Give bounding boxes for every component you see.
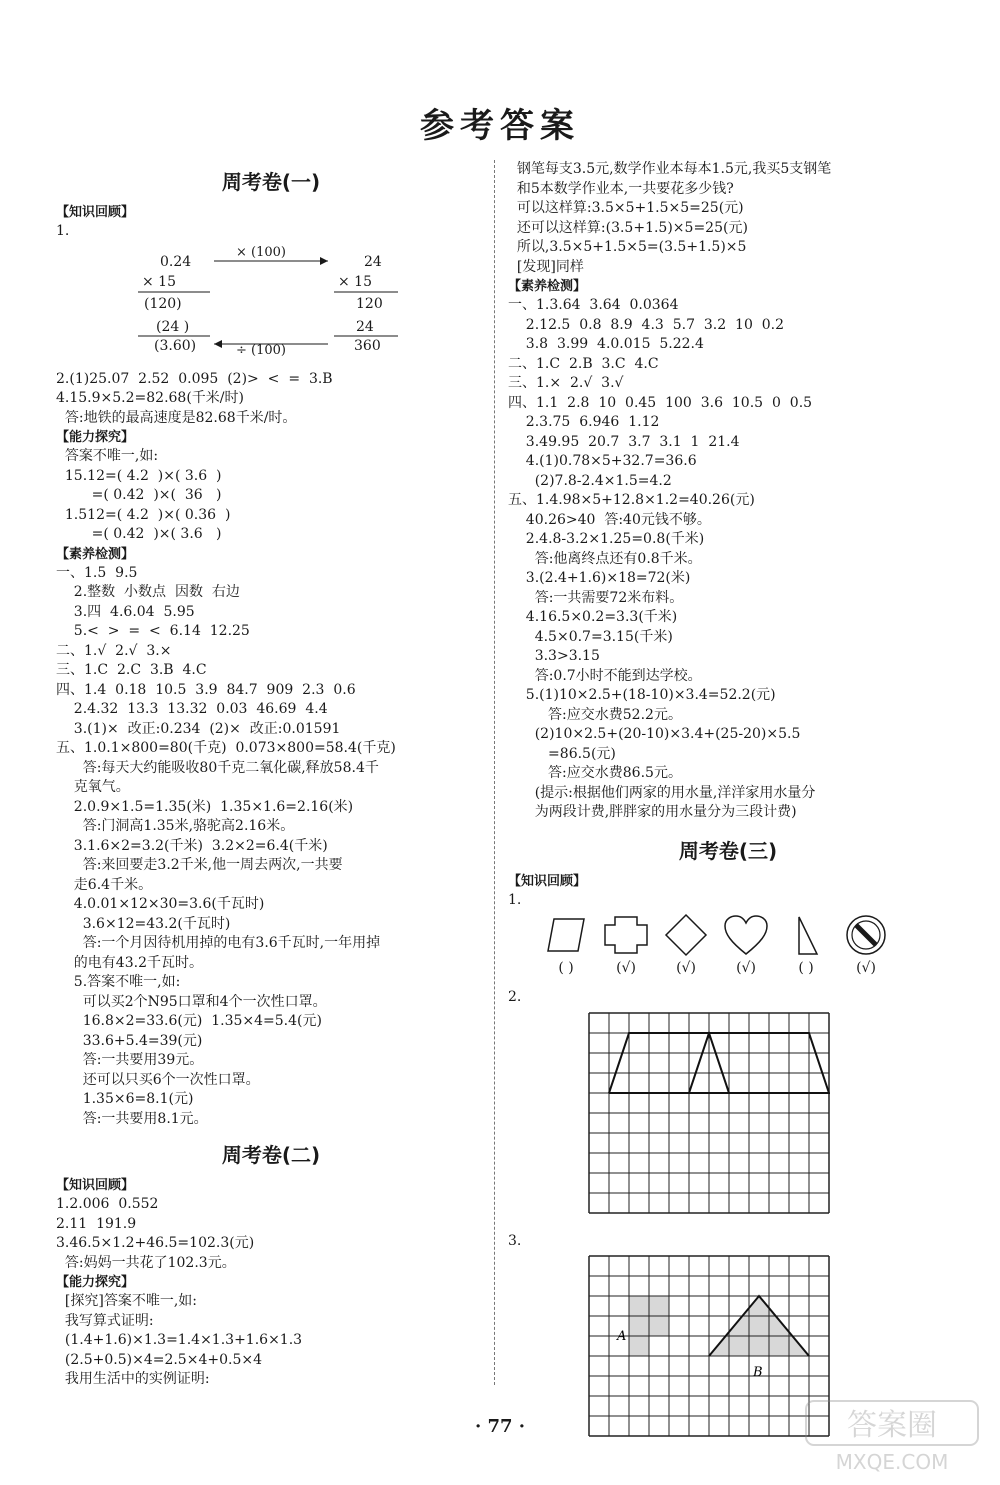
right-column — [508, 160, 948, 1441]
answer-line: 可以买2个N95口罩和4个一次性口罩。 — [56, 993, 327, 1010]
answer-line: 答:一共要用8.1元。 — [56, 1110, 208, 1127]
answer-line: 三、1.× 2.√ 3.√ — [508, 375, 624, 391]
shaded-triangle — [709, 1296, 809, 1356]
answer-line: =( 0.42 )×( 3.6 ) — [56, 526, 222, 542]
mult-b4: 24 — [356, 318, 374, 335]
column-divider — [494, 160, 495, 1385]
section-title-week3: 周考卷(三) — [678, 838, 778, 863]
mult-b2: × 15 — [338, 273, 372, 290]
symmetry-mark: (√) — [616, 960, 636, 976]
tag-ability: 【能力探究】 — [56, 1275, 135, 1290]
answer-line: 钢笔每支3.5元,数学作业本每本1.5元,我买5支钢笔 — [508, 161, 832, 177]
answer-line: 2.11 191.9 — [56, 1215, 137, 1232]
answer-line: 4.16.5×0.2=3.3(千米) — [508, 609, 678, 625]
label-a: A — [617, 1329, 627, 1344]
answer-line: 三、1.C 2.C 3.B 4.C — [56, 662, 207, 678]
tag-knowledge-review: 【知识回顾】 — [508, 873, 587, 889]
cross-shape-icon — [596, 910, 656, 960]
mult-b3: 120 — [356, 295, 383, 312]
answer-line: 16.8×2=33.6(元) 1.35×4=5.4(元) — [56, 1013, 322, 1029]
answer-line: 答:妈妈一共花了102.3元。 — [56, 1254, 236, 1271]
section-title-week2: 周考卷(二) — [221, 1143, 321, 1167]
answer-line: 4.(1)0.78×5+32.7=36.6 — [508, 453, 697, 469]
grid-figure-2 — [588, 1012, 948, 1218]
answer-line: 所以,3.5×5+1.5×5=(3.5+1.5)×5 — [508, 239, 747, 255]
label-b: B — [753, 1365, 763, 1380]
page-number: · 77 · — [474, 1416, 526, 1437]
answer-line: 二、1.C 2.B 3.C 4.C — [508, 355, 659, 372]
answer-line: 2.4.32 13.3 13.32 0.03 46.69 4.4 — [56, 701, 328, 717]
answer-line: 1.35×6=8.1(元) — [56, 1091, 194, 1107]
question-number: 2. — [508, 989, 522, 1005]
answer-line: 答:门洞高1.35米,骆驼高2.16米。 — [56, 818, 295, 834]
answer-line: 3.46.5×1.2+46.5=102.3(元) — [56, 1235, 255, 1251]
symmetry-mark: (√) — [676, 960, 696, 976]
svg-text:答案圈: 答案圈 — [847, 1408, 937, 1443]
week1-ability-lines — [56, 447, 486, 545]
answer-line: 答:应交水费52.2元。 — [508, 706, 682, 723]
answer-line: 答:一共要用39元。 — [56, 1052, 204, 1068]
answer-line: 15.12=( 4.2 )×( 3.6 ) — [56, 467, 222, 484]
right-triangle-icon — [776, 910, 836, 960]
week2-literacy-lines — [508, 296, 948, 823]
grid-3-svg — [588, 1255, 830, 1437]
multiplication-svg — [56, 246, 416, 364]
answer-line: 答:来回要走3.2千米,他一周去两次,一共要 — [56, 857, 343, 873]
answer-line: 答:地铁的最高速度是82.68千米/时。 — [56, 409, 297, 426]
answer-line: 4.0.01×12×30=3.6(千瓦时) — [56, 896, 265, 912]
week2-continued-lines — [508, 160, 948, 277]
answer-line: [发现]同样 — [508, 258, 584, 275]
tag-literacy: 【素养检测】 — [56, 546, 135, 562]
answer-line: 答案不唯一,如: — [56, 448, 159, 464]
diamond-icon — [656, 910, 716, 960]
answer-line: 一、1.3.64 3.64 0.0364 — [508, 297, 679, 313]
week2-ability-lines — [56, 1292, 486, 1390]
answer-line: 2.3.75 6.946 1.12 — [508, 414, 660, 430]
answer-line: 答:0.7小时不能到达学校。 — [508, 667, 702, 684]
week2-review-lines — [56, 1195, 486, 1273]
answer-line: =86.5(元) — [508, 745, 616, 762]
answer-line: 五、1.0.1×800=80(千克) 0.073×800=58.4(千克) — [56, 740, 396, 756]
symmetry-mark: ( ) — [558, 960, 574, 976]
answer-line: 40.26>40 答:40元钱不够。 — [508, 511, 711, 528]
mult-a4: (24 ) — [156, 318, 190, 335]
answer-line: =( 0.42 )×( 36 ) — [56, 487, 222, 503]
answer-line: (2)7.8-2.4×1.5=4.2 — [508, 472, 672, 489]
mult-a2: × 15 — [142, 273, 176, 290]
symmetry-mark: (√) — [736, 960, 756, 976]
answer-line: 的电有43.2千瓦时。 — [56, 954, 203, 971]
answer-line: 一、1.5 9.5 — [56, 564, 138, 581]
mult-b1: 24 — [364, 253, 382, 270]
question-number: 1. — [56, 223, 70, 239]
answer-line: 走6.4千米。 — [56, 876, 153, 893]
answer-line: 四、1.1 2.8 10 0.45 100 3.6 10.5 0 0.5 — [508, 394, 813, 411]
answer-line: 2.0.9×1.5=1.35(米) 1.35×1.6=2.16(米) — [56, 798, 354, 815]
symmetry-shapes — [536, 910, 948, 960]
answer-line: 可以这样算:3.5×5+1.5×5=25(元) — [508, 200, 744, 216]
answer-line: (提示:根据他们两家的用水量,洋洋家用水量分 — [508, 784, 816, 801]
answer-line: 2.整数 小数点 因数 右边 — [56, 584, 240, 600]
prohibition-sign-icon — [836, 910, 896, 960]
mult-a5: (3.60) — [154, 337, 197, 354]
symmetry-mark: (√) — [856, 960, 876, 976]
shaded-region — [629, 1296, 649, 1356]
mult-b5: 360 — [354, 337, 381, 354]
answer-line: 四、1.4 0.18 10.5 3.9 84.7 909 2.3 0.6 — [56, 681, 356, 698]
answer-line: 3.49.95 20.7 3.7 3.1 1 21.4 — [508, 433, 740, 450]
answer-line: 3.(1)× 改正:0.234 (2)× 改正:0.01591 — [56, 720, 341, 737]
answer-line: 答:他离终点还有0.8千米。 — [508, 550, 702, 567]
answer-line: 3.1.6×2=3.2(千米) 3.2×2=6.4(千米) — [56, 837, 328, 854]
answer-line: 还可以只买6个一次性口罩。 — [56, 1071, 260, 1088]
answer-line: 还可以这样算:(3.5+1.5)×5=25(元) — [508, 219, 748, 236]
answer-line: 2.(1)25.07 2.52 0.095 (2)> < = 3.B — [56, 370, 333, 387]
question-number: 3. — [508, 1232, 522, 1249]
answer-line: [探究]答案不唯一,如: — [56, 1293, 197, 1309]
answer-line: 为两段计费,胖胖家的用水量分为三段计费) — [508, 804, 797, 820]
svg-text:MXQE.COM: MXQE.COM — [835, 1450, 949, 1474]
mult-a3: (120) — [144, 295, 182, 312]
answer-line: 二、1.√ 2.√ 3.× — [56, 642, 172, 659]
left-column — [56, 160, 486, 1390]
answer-line: 4.15.9×5.2=82.68(千米/时) — [56, 390, 244, 406]
answer-line: 33.6+5.4=39(元) — [56, 1032, 203, 1049]
answer-line: 3.3>3.15 — [508, 648, 600, 664]
answer-line: 3.四 4.6.04 5.95 — [56, 603, 195, 620]
parallelogram-icon — [536, 910, 596, 960]
tag-literacy: 【素养检测】 — [508, 279, 587, 294]
answer-line: 和5本数学作业本,一共要花多少钱? — [508, 180, 734, 197]
answer-line: 5.(1)10×2.5+(18-10)×3.4=52.2(元) — [508, 687, 776, 703]
answer-line: (2)10×2.5+(20-10)×3.4+(25-20)×5.5 — [508, 726, 801, 742]
answer-line: 1.512=( 4.2 )×( 0.36 ) — [56, 506, 231, 523]
tag-ability: 【能力探究】 — [56, 430, 135, 445]
page-title: 参考答案 — [420, 106, 580, 146]
section-title-week1: 周考卷(一) — [221, 170, 321, 194]
week1-review-lines — [56, 370, 486, 429]
question-number: 1. — [508, 891, 522, 908]
answer-line: 5.< > = < 6.14 12.25 — [56, 623, 250, 639]
answer-line: (2.5+0.5)×4=2.5×4+0.5×4 — [56, 1351, 262, 1368]
answer-line: 3.6×12=43.2(千瓦时) — [56, 915, 231, 932]
mult-top-op: × (100) — [236, 245, 286, 260]
mult-a1: 0.24 — [160, 253, 192, 270]
answer-line: 答:一个月因待机用掉的电有3.6千瓦时,一年用掉 — [56, 935, 381, 951]
answer-line: 3.8 3.99 4.0.015 5.22.4 — [508, 336, 704, 352]
grid-2-svg — [588, 1012, 830, 1214]
symmetry-marks — [536, 960, 948, 976]
answer-line: 3.(2.4+1.6)×18=72(米) — [508, 570, 691, 586]
tag-knowledge-review: 【知识回顾】 — [56, 205, 135, 220]
multiplication-diagram — [56, 246, 486, 364]
symmetry-mark: ( ) — [798, 960, 814, 976]
answer-line: 4.5×0.7=3.15(千米) — [508, 628, 673, 645]
answer-line: 2.12.5 0.8 8.9 4.3 5.7 3.2 10 0.2 — [508, 316, 785, 333]
answer-line: 我用生活中的实例证明: — [56, 1371, 210, 1387]
answer-line: 答:应交水费86.5元。 — [508, 765, 682, 781]
watermark-logo — [802, 1397, 982, 1475]
week1-literacy-lines — [56, 564, 486, 1130]
answer-line: 答:一共需要72米布料。 — [508, 589, 684, 606]
answer-line: 答:每天大约能吸收80千克二氧化碳,释放58.4千 — [56, 759, 379, 776]
mult-bottom-op: ÷ (100) — [236, 342, 286, 358]
answer-line: 1.2.006 0.552 — [56, 1196, 159, 1212]
answer-line: 五、1.4.98×5+12.8×1.2=40.26(元) — [508, 492, 755, 508]
answer-line: (1.4+1.6)×1.3=1.4×1.3+1.6×1.3 — [56, 1332, 303, 1348]
answer-line: 5.答案不唯一,如: — [56, 974, 181, 990]
answer-line: 2.4.8-3.2×1.25=0.8(千米) — [508, 531, 705, 547]
answer-line: 克氧气。 — [56, 779, 130, 795]
answer-line: 我写算式证明: — [56, 1312, 154, 1329]
heart-icon — [716, 910, 776, 960]
tag-knowledge-review: 【知识回顾】 — [56, 1178, 135, 1193]
